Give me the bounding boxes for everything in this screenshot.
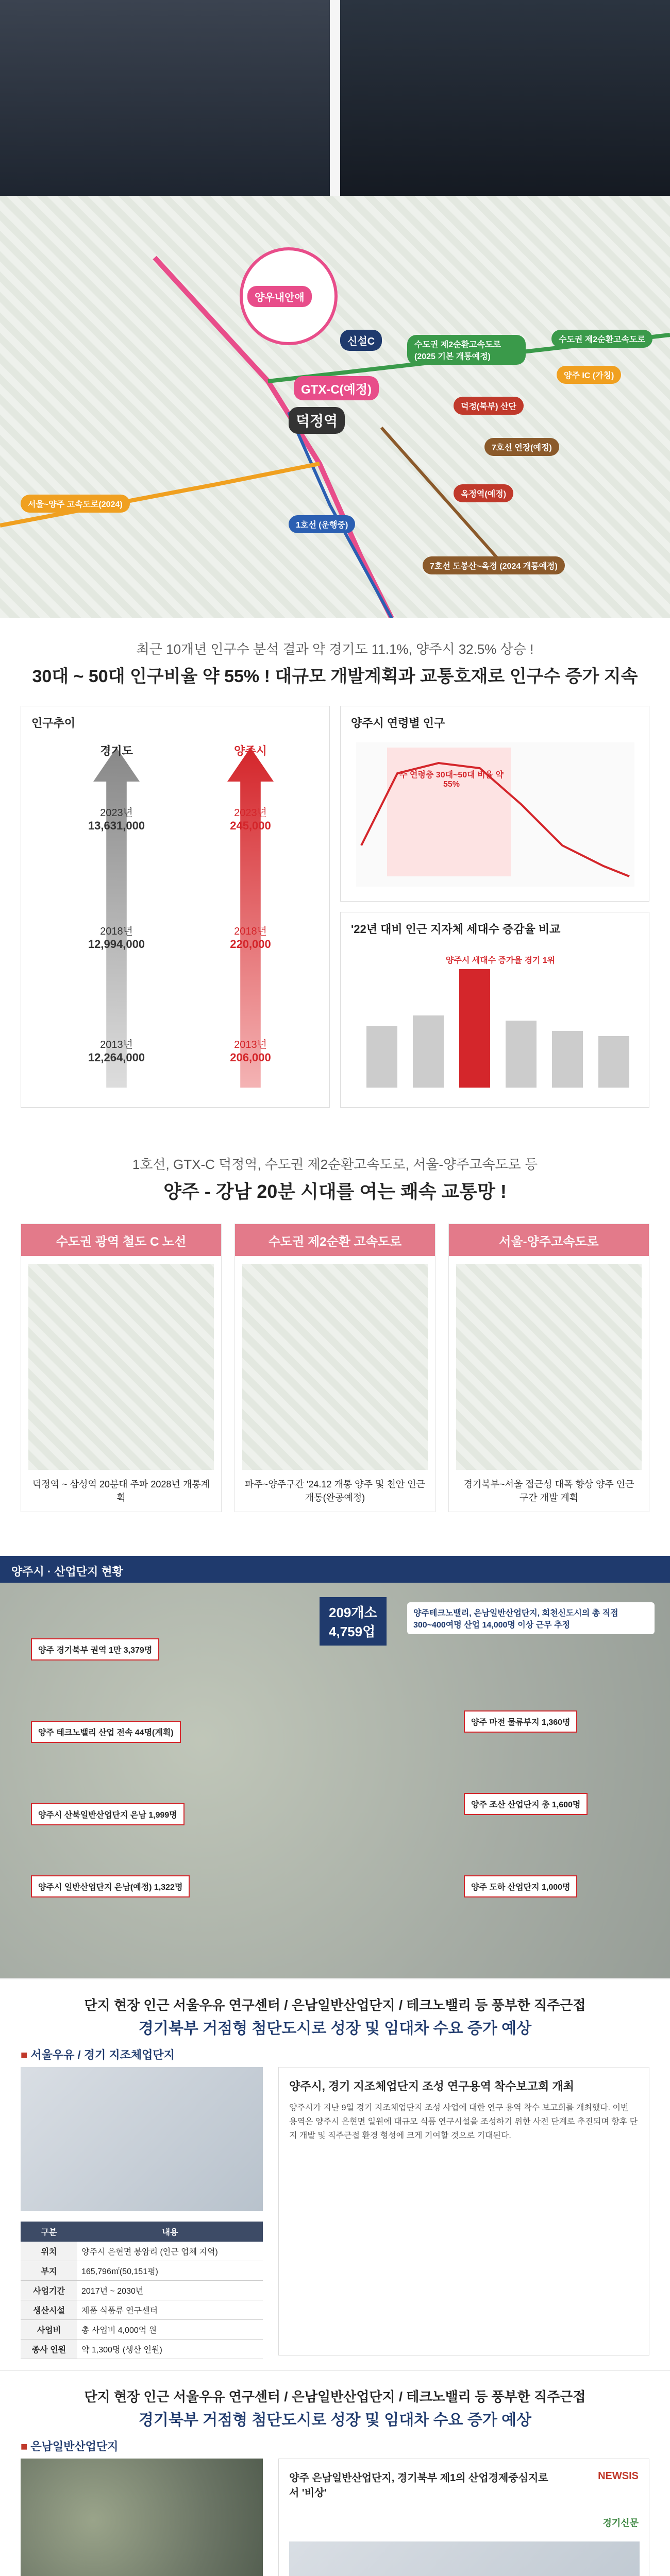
c1-k1: 부지 xyxy=(21,2261,77,2281)
site-label: 양우내안애 xyxy=(247,286,312,307)
gyeonggi-name: 경기도 xyxy=(100,744,133,757)
route-a-label: 수도권 제2순환고속도로 (2025 기본 개통예정) xyxy=(407,335,526,365)
center1-section xyxy=(0,1978,670,2370)
ind-label-1: 양주 경기북부 권역 1만 3,379명 xyxy=(31,1638,159,1660)
gyeonggi-val-2018: 12,994,000 xyxy=(88,938,145,951)
ind-label-4: 양주시 일반산업단지 은남(예정) 1,322명 xyxy=(31,1875,190,1897)
hh-bar-6 xyxy=(598,1036,629,1088)
industrial-head: 양주시 · 산업단지 현황 xyxy=(0,1556,670,1583)
population-section xyxy=(0,618,670,1133)
building-entrance-render xyxy=(340,0,670,196)
center2-news-brand: NEWSIS xyxy=(598,2470,639,2482)
center1-news-title: 양주시, 경기 지조체업단지 조성 연구용역 착수보고회 개최 xyxy=(289,2080,574,2093)
gyeonggi-val-2023: 13,631,000 xyxy=(88,819,145,832)
c1-v5: 약 1,300명 (생산 인원) xyxy=(77,2340,263,2359)
ind-label-6: 양주 조산 산업단지 총 1,600명 xyxy=(464,1793,588,1815)
pop-headline: 30대 ~ 50대 인구비율 약 55% ! 대규모 개발계획과 교통호재로 인구수 증가 지속 xyxy=(32,667,638,686)
center1-title2: 경기북부 거점형 첨단도시로 성장 및 임대차 수요 증가 예상 xyxy=(138,2020,532,2037)
hh-bar-1 xyxy=(366,1026,397,1088)
c1-th-0: 구분 xyxy=(21,2222,77,2242)
route-d-label: 양주 IC (가칭) xyxy=(557,366,621,384)
hh-bar-3 xyxy=(459,969,490,1088)
c1-k4: 사업비 xyxy=(21,2320,77,2340)
age-card xyxy=(340,706,649,902)
pop-trend-card xyxy=(21,706,330,1108)
c1-th-1: 내용 xyxy=(77,2222,263,2242)
transport-col-1-foot: 덕정역 ~ 삼성역 20분대 주파 2028년 개통계획 xyxy=(32,1479,210,1503)
total-count xyxy=(320,1597,387,1646)
age-highlight xyxy=(387,748,511,876)
pop-kicker: 최근 10개년 인구수 분석 결과 약 경기도 11.1%, 양주시 32.5% 상승 ! xyxy=(136,641,534,657)
yangju-year-2013: 2013년 xyxy=(234,1039,267,1050)
gyeonggi-val-2013: 12,264,000 xyxy=(88,1051,145,1064)
yangju-2023 xyxy=(176,804,325,833)
line1-label: 1호선 (운행중) xyxy=(289,515,355,533)
pop-card1-title: 인구추이 xyxy=(31,717,76,730)
c1-k0: 위치 xyxy=(21,2242,77,2261)
ind-label-5: 양주 마전 물류부지 1,360명 xyxy=(464,1710,577,1733)
c1-v3: 제품 식품류 연구센터 xyxy=(77,2300,263,2320)
station-right-label: 옥정역(예정) xyxy=(454,484,513,502)
industrial-section xyxy=(0,1556,670,1978)
hh-bar-5 xyxy=(552,1031,583,1088)
c1-v2: 2017년 ~ 2030년 xyxy=(77,2281,263,2300)
household-card-title: '22년 대비 인근 지자체 세대수 증감율 비교 xyxy=(351,923,561,936)
route-b-label: 수도권 제2순환고속도로 xyxy=(551,330,652,348)
age-line-chart xyxy=(356,742,634,887)
transport-col-2 xyxy=(234,1224,435,1512)
transport-col-1 xyxy=(21,1224,222,1512)
transport-col-3-head: 서울-양주고속도로 xyxy=(449,1224,649,1256)
center1-table xyxy=(21,2222,263,2359)
yangju-year-2018: 2018년 xyxy=(234,926,267,937)
c1-v0: 양주시 은현면 봉암리 (인근 업체 지역) xyxy=(77,2242,263,2261)
transport-kicker: 1호선, GTX-C 덕정역, 수도권 제2순환고속도로, 서울-양주고속도로 등 xyxy=(132,1157,538,1172)
ind-label-2: 양주 테크노밸리 산업 전속 44명(계획) xyxy=(31,1721,181,1743)
age-card-title: 양주시 연령별 인구 xyxy=(351,717,445,730)
hh-bar-2 xyxy=(413,1015,444,1088)
transport-headline: 양주 - 강남 20분 시대를 여는 쾌속 교통망 ! xyxy=(163,1181,507,1202)
c1-v1: 165,796㎡(50,151평) xyxy=(77,2261,263,2281)
ind-label-3: 양주시 산북일반산업단지 은남 1,999명 xyxy=(31,1803,185,1825)
center2-section xyxy=(0,2370,670,2576)
deokjeong-label: 덕정역 xyxy=(289,407,345,434)
center1-title1: 단지 현장 인근 서울우유 연구센터 / 은남일반산업단지 / 테크노밸리 등 풍부한 직주근접 xyxy=(84,1997,586,2013)
yangju-val-2023: 245,000 xyxy=(230,819,271,832)
center1-news-body: 양주시가 지난 9일 경기 지조체업단지 조성 사업에 대한 연구 용역 착수 보고회를 개최했다. 이번 용역은 양주시 은현면 일원에 대규모 식품 연구시설을 조성하기 위한 사전 단계로 추진되며 향후 단지 개발 및 직주근접 환경 형성에 크게 기여할 것으로 기대된다. xyxy=(289,2104,638,2141)
household-note: 양주시 세대수 증가율 경기 1위 xyxy=(445,956,556,965)
ind-badge: 양주테크노밸리, 은남일반산업단지, 회천신도시의 총 직접 300~400여명 산업 14,000명 이상 근무 추정 xyxy=(407,1602,655,1634)
center2-news-title: 양주 은남일반산업단지, 경기북부 제1의 산업경제중심지로서 '비상' xyxy=(289,2472,548,2499)
c1-k5: 종사 인원 xyxy=(21,2340,77,2359)
c1-k3: 생산시설 xyxy=(21,2300,77,2320)
transport-col-2-foot: 파주~양주구간 '24.12 개통 양주 및 천안 인근 개통(완공예정) xyxy=(245,1479,425,1503)
location-map-section xyxy=(0,196,670,618)
gyeonggi-2018 xyxy=(42,923,191,951)
total-a: 209개소 xyxy=(329,1605,377,1620)
household-bars xyxy=(356,948,634,1093)
total-b: 4,759업 xyxy=(329,1624,376,1639)
center2-title2: 경기북부 거점형 첨단도시로 성장 및 임대차 수요 증가 예상 xyxy=(138,2412,532,2429)
ind-label-7: 양주 도하 산업단지 1,000명 xyxy=(464,1875,577,1897)
yangju-2018 xyxy=(176,923,325,951)
gyeonggi-year-2013: 2013년 xyxy=(100,1039,133,1050)
hero-section xyxy=(0,0,670,196)
center2-news xyxy=(278,2459,649,2576)
center2-label: ■ 은남일반산업단지 xyxy=(21,2438,118,2454)
gyeonggi-year-2023: 2023년 xyxy=(100,807,133,819)
line7b-label: 7호선 도봉산~옥정 (2024 개통예정) xyxy=(423,556,565,574)
gyeonggi-year-2018: 2018년 xyxy=(100,926,133,937)
seoul-yangju-map xyxy=(456,1264,642,1470)
ring-road-map xyxy=(242,1264,428,1470)
ind-label: 덕정(북부) 산단 xyxy=(454,397,524,415)
hh-bar-4 xyxy=(506,1021,537,1088)
transport-section xyxy=(0,1133,670,1556)
transport-col-2-head: 수도권 제2순환 고속도로 xyxy=(235,1224,435,1256)
c1-v4: 총 사업비 4,000억 원 xyxy=(77,2320,263,2340)
gtx-label: GTX-C(예정) xyxy=(294,376,379,400)
center2-news-sub: 경기신문 xyxy=(602,2518,639,2528)
building-night-render xyxy=(0,0,330,196)
station-label: 신설C xyxy=(340,330,382,351)
age-note: 주 연령층 30대~50대 비율 약 55% xyxy=(399,771,504,789)
transport-col-3 xyxy=(448,1224,649,1512)
center2-title1: 단지 현장 인근 서울우유 연구센터 / 은남일반산업단지 / 테크노밸리 등 풍부한 직주근접 xyxy=(84,2389,586,2404)
yangju-val-2013: 206,000 xyxy=(230,1051,271,1064)
center1-label: ■ 서울우유 / 경기 지조체업단지 xyxy=(21,2046,175,2062)
transport-col-3-foot: 경기북부~서울 접근성 대폭 향상 양주 인근 구간 개발 계획 xyxy=(463,1479,634,1503)
gyeonggi-2013 xyxy=(42,1036,191,1064)
center2-photo xyxy=(21,2459,263,2576)
gyeonggi-2023 xyxy=(42,804,191,833)
route-c-label: 서울~양주 고속도로(2024) xyxy=(21,495,130,513)
yangju-year-2023: 2023년 xyxy=(234,807,267,819)
household-card xyxy=(340,912,649,1108)
yangju-2013 xyxy=(176,1036,325,1064)
center2-news-photo xyxy=(289,2541,640,2576)
center1-news xyxy=(278,2067,649,2355)
transport-col-1-head: 수도권 광역 철도 C 노선 xyxy=(21,1224,221,1256)
yangju-name: 양주시 xyxy=(234,744,267,757)
line7-label: 7호선 연장(예정) xyxy=(484,438,559,456)
center1-photo xyxy=(21,2067,263,2211)
c1-k2: 사업기간 xyxy=(21,2281,77,2300)
gtx-map xyxy=(28,1264,214,1470)
yangju-val-2018: 220,000 xyxy=(230,938,271,951)
